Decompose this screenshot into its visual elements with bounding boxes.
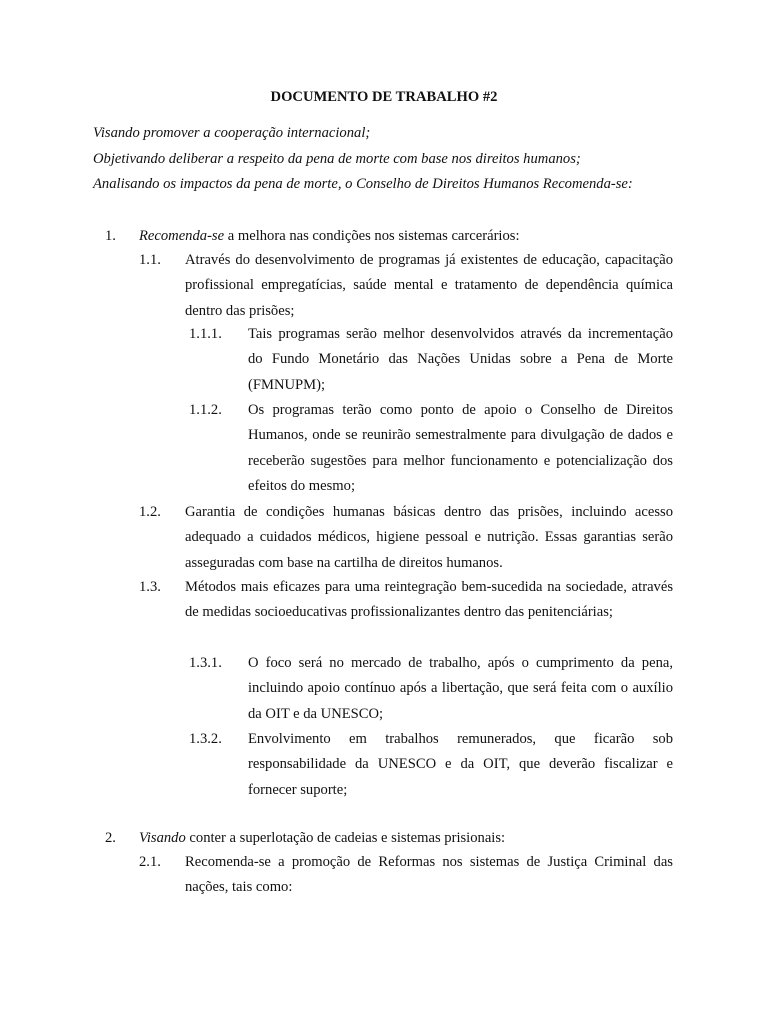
item-1-2-number: 1.2. <box>139 504 161 520</box>
item-1-1-text: Através do desenvolvimento de programas já existentes de educação, capacitação profissional empregatícias, saúde mental e tratamento de dependência química dentro das prisões; <box>185 252 673 319</box>
item-1-1-2-text: Os programas terão como ponto de apoio o Conselho de Direitos Humanos, onde se reunirão semestralmente para divulgação de dados e receberão sugestões para melhor funcionamento e potencialização dos efeitos do mesmo; <box>248 402 673 495</box>
item-1-2-text: Garantia de condições humanas básicas dentro das prisões, incluindo acesso adequado a cuidados médicos, higiene pessoal e nutrição. Essas garantias serão asseguradas com base na cartilha de direitos humanos. <box>185 504 673 571</box>
item-1-3-1-text: O foco será no mercado de trabalho, após o cumprimento da pena, incluindo apoio contínuo após a libertação, que será feita com o auxílio da OIT e da UNESCO; <box>248 655 673 722</box>
item-1-1-2-number: 1.1.2. <box>189 402 222 418</box>
item-2-1-text: Recomenda-se a promoção de Reformas nos sistemas de Justiça Criminal das nações, tais como: <box>185 854 673 896</box>
item-2-lead: Visando <box>139 830 186 846</box>
item-1-lead: Recomenda-se <box>139 228 225 244</box>
item-1-1-1-text: Tais programas serão melhor desenvolvidos através da incrementação do Fundo Monetário das Nações Unidas sobre a Pena de Morte (FMNUPM); <box>248 326 673 393</box>
item-1-3-1-number: 1.3.1. <box>189 655 222 671</box>
item-1-3-text: Métodos mais eficazes para uma reintegração bem-sucedida na sociedade, através de medidas socioeducativas profissionalizantes dentro das penitenciárias; <box>185 579 673 621</box>
document-title: DOCUMENTO DE TRABALHO #2 <box>270 89 498 105</box>
item-2-rest: conter a superlotação de cadeias e sistemas prisionais: <box>185 830 506 846</box>
item-1-rest: a melhora nas condições nos sistemas carcerários: <box>224 228 520 244</box>
item-2-number: 2. <box>105 830 116 846</box>
item-1-3-2-text: Envolvimento em trabalhos remunerados, que ficarão sob responsabilidade da UNESCO e da OIT, que deverão fiscalizar e fornecer suporte; <box>248 731 673 798</box>
item-1-3-2-number: 1.3.2. <box>189 731 222 747</box>
intro-line-1: Visando promover a cooperação internacional; <box>93 125 371 141</box>
item-1-text <box>139 228 520 245</box>
item-2-1-number: 2.1. <box>139 854 161 870</box>
item-1-3-number: 1.3. <box>139 579 161 595</box>
item-1-1-1-number: 1.1.1. <box>189 326 222 342</box>
intro-line-2: Objetivando deliberar a respeito da pena de morte com base nos direitos humanos; <box>93 151 581 167</box>
intro-line-3: Analisando os impactos da pena de morte, o Conselho de Direitos Humanos Recomenda-se: <box>93 176 633 192</box>
item-2-text <box>139 830 505 847</box>
item-1-number: 1. <box>105 228 116 244</box>
item-1-1-number: 1.1. <box>139 252 161 268</box>
